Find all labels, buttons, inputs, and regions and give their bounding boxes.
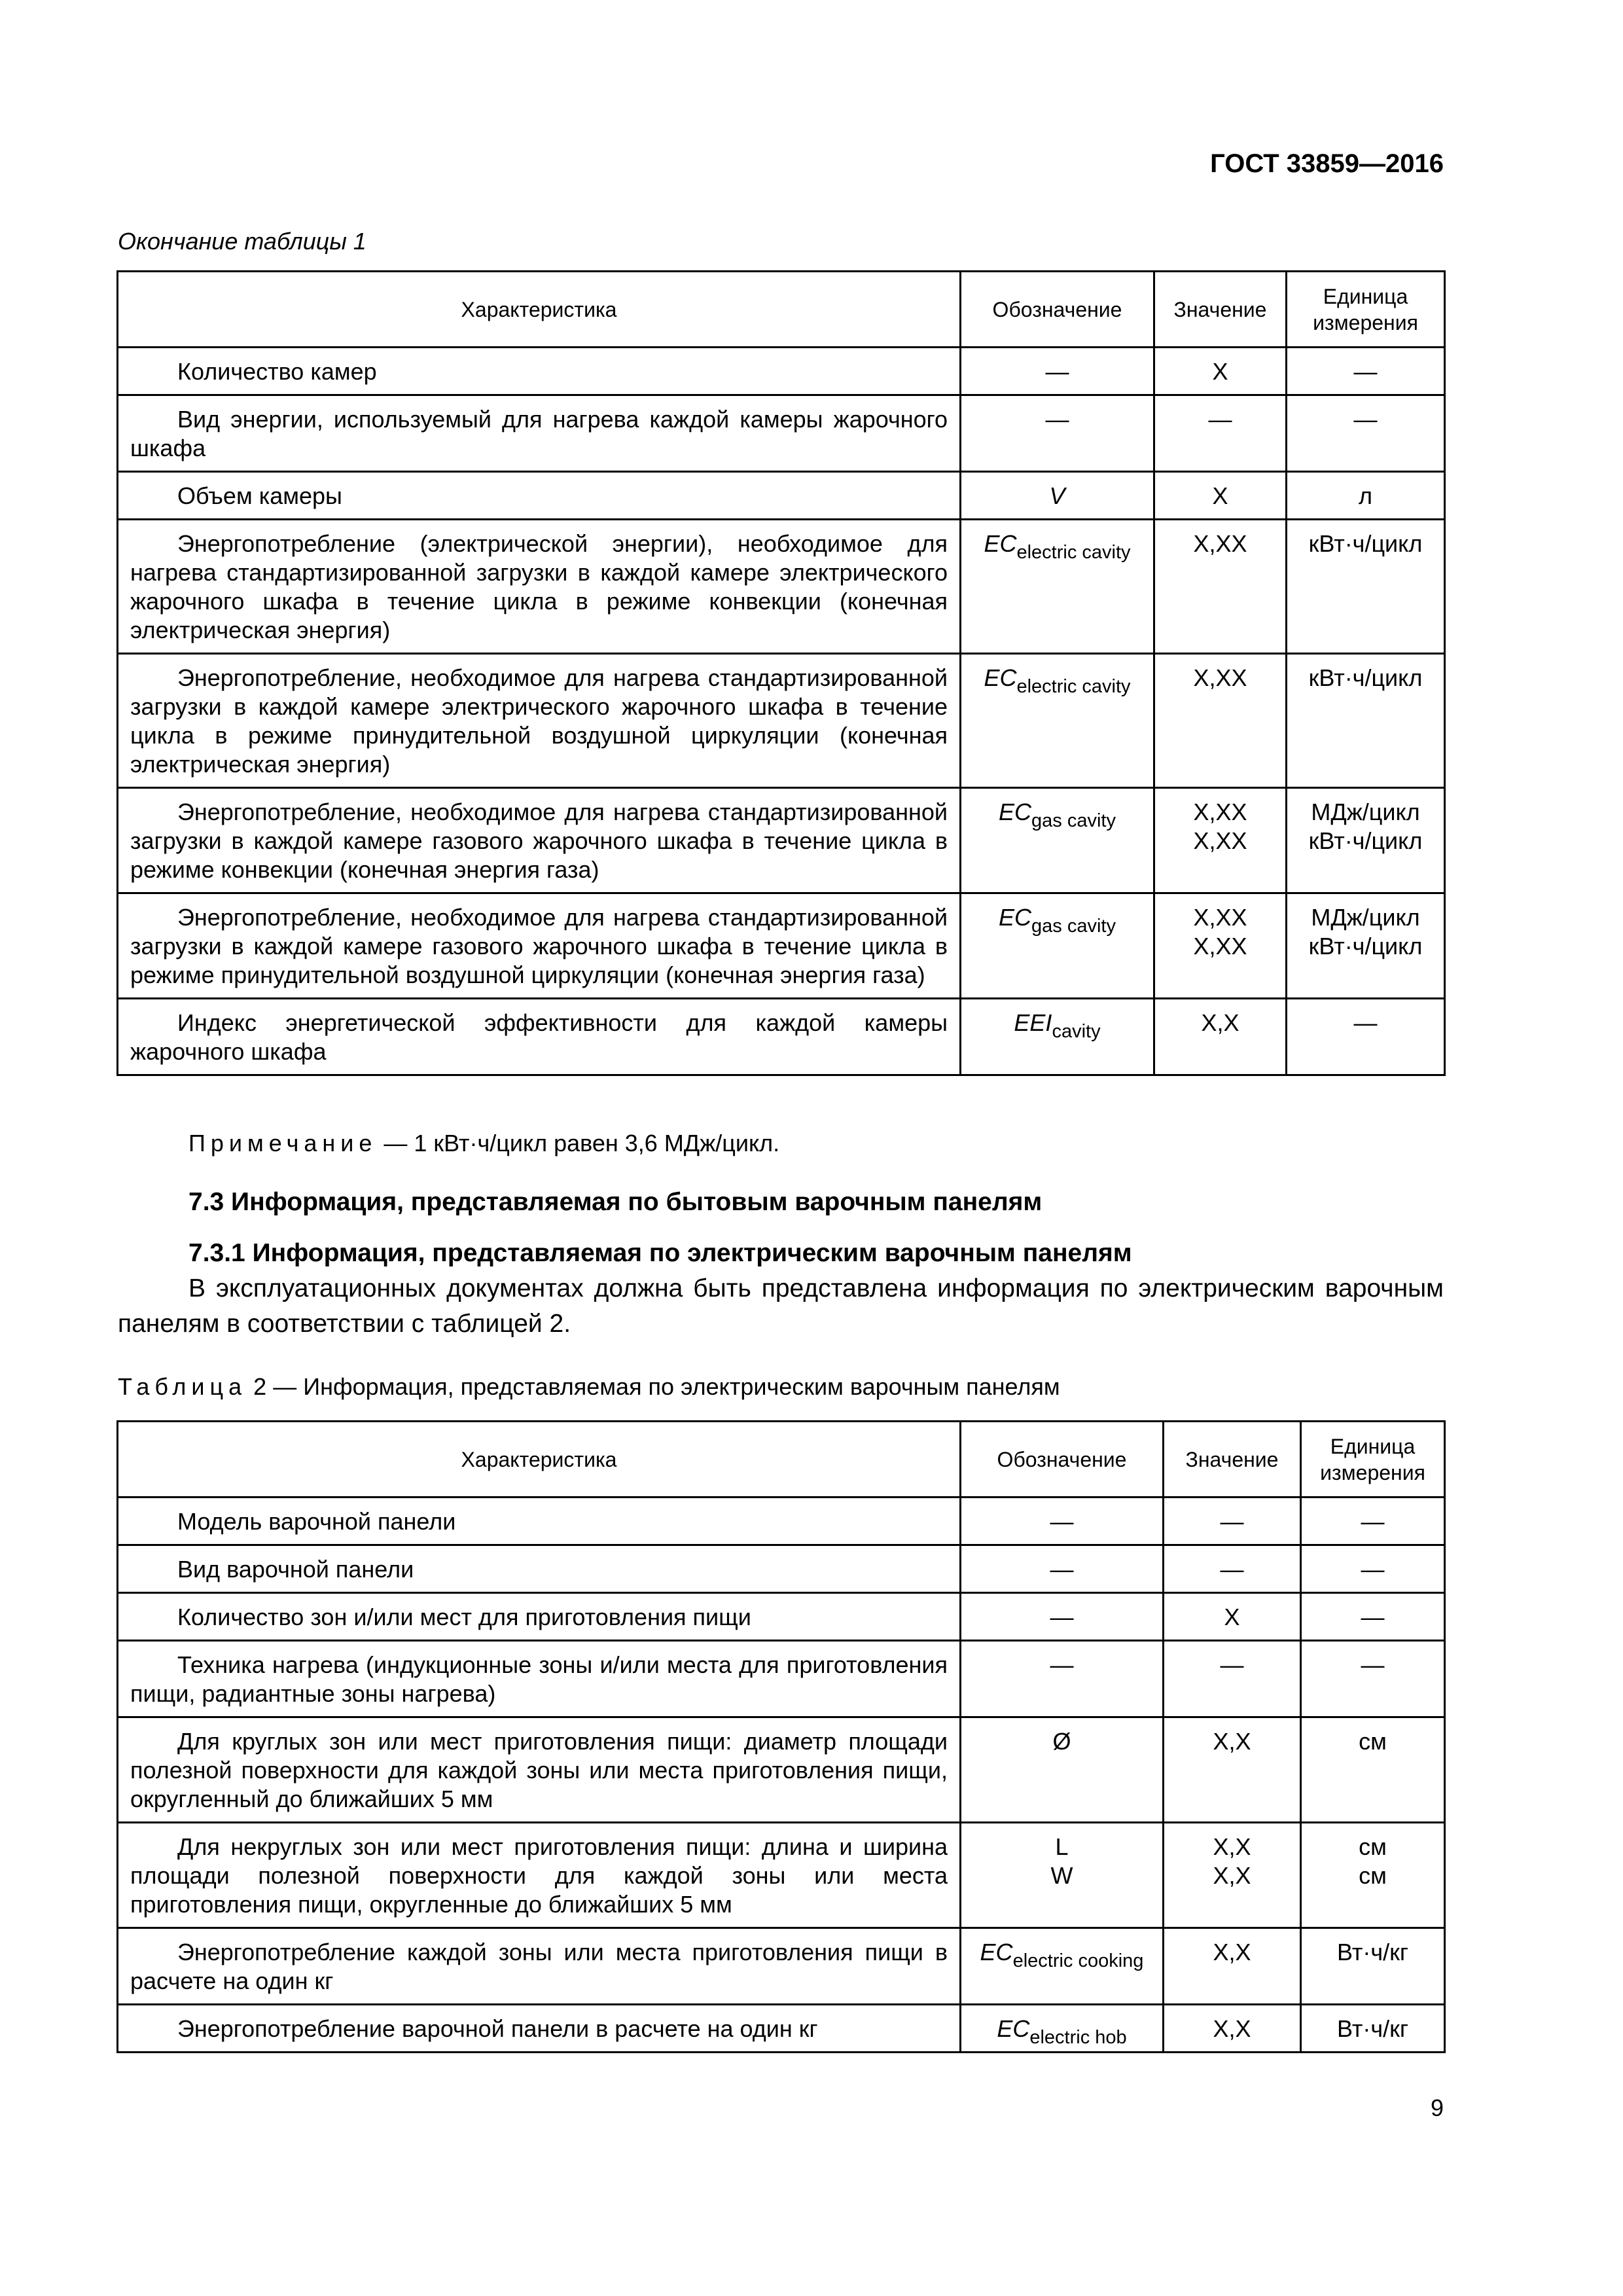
characteristic-cell: [118, 520, 961, 654]
table-row: [118, 1498, 1445, 1545]
unit-text: л: [1358, 482, 1372, 509]
symbol-subscript: cavity: [1052, 1021, 1101, 1042]
value-text: —: [1220, 1556, 1244, 1583]
symbol-text: EC: [997, 2015, 1030, 2042]
characteristic-cell: [118, 2005, 961, 2053]
value-cell: [1154, 893, 1287, 999]
unit-cell: [1287, 999, 1445, 1075]
table-row: [118, 999, 1445, 1075]
symbol-cell: [961, 1498, 1164, 1545]
characteristic-cell: [118, 395, 961, 472]
characteristic-cell: [118, 1593, 961, 1641]
value-text: X: [1212, 358, 1228, 385]
unit-text: Вт·ч/кг: [1337, 1939, 1408, 1965]
characteristic-text: Индекс энергетической эффективности для каждой камеры жарочного шкафа: [130, 1009, 948, 1065]
unit-text: —: [1353, 1009, 1378, 1036]
value-cell: [1154, 348, 1287, 395]
value-cell: [1164, 1545, 1301, 1593]
characteristic-cell: [118, 1641, 961, 1717]
characteristic-cell: [118, 1928, 961, 2005]
value-cell: [1164, 1928, 1301, 2005]
col-header-value: Значение: [1164, 1422, 1301, 1498]
table-row: [118, 893, 1445, 999]
symbol-subscript: electric cavity: [1016, 542, 1131, 563]
symbol-cell: [961, 1717, 1164, 1823]
characteristic-cell: [118, 788, 961, 893]
table2-header-row: [118, 1422, 1445, 1498]
characteristic-cell: [118, 348, 961, 395]
symbol-subscript: electric cavity: [1016, 676, 1131, 697]
unit-text: кВт·ч/цикл: [1308, 664, 1423, 691]
symbol-cell: [961, 348, 1154, 395]
value-cell: [1154, 654, 1287, 788]
symbol-cell: [961, 1823, 1164, 1928]
table-row: [118, 1593, 1445, 1641]
value-cell: [1164, 1593, 1301, 1641]
value-cell: [1164, 1498, 1301, 1545]
value-text-2: X,X: [1213, 1862, 1251, 1889]
table-row: [118, 395, 1445, 472]
unit-text-2: см: [1359, 1862, 1387, 1889]
characteristic-text: Вид варочной панели: [177, 1556, 414, 1583]
characteristic-cell: [118, 654, 961, 788]
unit-text: МДж/цикл: [1311, 798, 1420, 825]
characteristic-text: Энергопотребление, необходимое для нагрева стандартизированной загрузки в каждой камере электрического жарочного шкафа в течение цикла в режиме принудительной воздушной циркуляции (конечная электрическая энергия): [130, 664, 948, 778]
table1-caption: Окончание таблицы 1: [118, 228, 366, 255]
document-id: ГОСТ 33859—2016: [1210, 149, 1444, 178]
table-1: [116, 270, 1446, 1076]
table-2: [116, 1420, 1446, 2053]
value-cell: [1154, 395, 1287, 472]
symbol-text: EC: [980, 1939, 1013, 1965]
characteristic-cell: [118, 1545, 961, 1593]
characteristic-text: Техника нагрева (индукционные зоны и/или места для приготовления пищи, радиантные зоны нагрева): [130, 1651, 948, 1707]
table-row: [118, 1823, 1445, 1928]
table-row: [118, 654, 1445, 788]
unit-cell: [1301, 1717, 1445, 1823]
unit-cell: [1287, 788, 1445, 893]
characteristic-cell: [118, 472, 961, 520]
symbol-text: —: [1045, 406, 1069, 433]
col-header-characteristic: Характеристика: [118, 272, 961, 348]
characteristic-text: Вид энергии, используемый для нагрева каждой камеры жарочного шкафа: [130, 406, 948, 461]
unit-cell: [1301, 1498, 1445, 1545]
value-text: X,X: [1213, 2015, 1251, 2042]
col-header-symbol: Обозначение: [961, 1422, 1164, 1498]
table-row: [118, 1545, 1445, 1593]
characteristic-text: Для круглых зон или мест приготовления пищи: диаметр площади полезной поверхности для каждой зоны или места приготовления пищи, округленный до ближайших 5 мм: [130, 1728, 948, 1812]
symbol-cell: [961, 1545, 1164, 1593]
unit-text: см: [1359, 1833, 1387, 1860]
unit-text: —: [1361, 1556, 1385, 1583]
value-text: —: [1220, 1508, 1244, 1535]
characteristic-cell: [118, 1717, 961, 1823]
value-text: X,XX: [1193, 798, 1247, 825]
characteristic-text: Для некруглых зон или мест приготовления пищи: длина и ширина площади полезной поверхности для каждой зоны или места приготовления пищи, округленные до ближайших 5 мм: [130, 1833, 948, 1918]
value-text: X: [1224, 1604, 1240, 1630]
symbol-cell: [961, 472, 1154, 520]
symbol-text: EC: [984, 530, 1017, 557]
unit-cell: [1287, 520, 1445, 654]
value-text-2: X,XX: [1193, 827, 1247, 854]
section-7-3-title: 7.3 Информация, представляемая по бытовым варочным панелям: [188, 1188, 1043, 1216]
symbol-text: —: [1050, 1556, 1074, 1583]
unit-cell: [1287, 893, 1445, 999]
symbol-subscript: electric hob: [1029, 2027, 1127, 2048]
unit-cell: [1301, 1928, 1445, 2005]
characteristic-text: Энергопотребление варочной панели в расчете на один кг: [177, 2015, 818, 2042]
section-7-3-1-text: В эксплуатационных документах должна быть представлена информация по электрическим варочным панелям в соответствии с таблицей 2.: [118, 1274, 1444, 1338]
value-text: X,X: [1201, 1009, 1240, 1036]
characteristic-text: Энергопотребление каждой зоны или места приготовления пищи в расчете на один кг: [130, 1939, 948, 1994]
unit-text: кВт·ч/цикл: [1308, 530, 1423, 557]
characteristic-text: Энергопотребление, необходимое для нагрева стандартизированной загрузки в каждой камере газового жарочного шкафа в течение цикла в режиме принудительной воздушной циркуляции (конечная энергия газа): [130, 904, 948, 988]
unit-text-2: кВт·ч/цикл: [1308, 933, 1423, 960]
symbol-text: L: [1055, 1833, 1069, 1860]
symbol-text: —: [1050, 1651, 1074, 1678]
symbol-text: EEI: [1014, 1009, 1052, 1036]
symbol-cell: [961, 2005, 1164, 2053]
unit-text: —: [1361, 1508, 1385, 1535]
value-cell: [1164, 1641, 1301, 1717]
unit-cell: [1287, 348, 1445, 395]
unit-cell: [1301, 1823, 1445, 1928]
symbol-text: Ø: [1052, 1728, 1071, 1755]
symbol-text: —: [1050, 1508, 1074, 1535]
unit-text: —: [1353, 358, 1378, 385]
value-text: —: [1220, 1651, 1244, 1678]
value-cell: [1154, 788, 1287, 893]
table-row: [118, 520, 1445, 654]
table-row: [118, 788, 1445, 893]
symbol-text: —: [1045, 358, 1069, 385]
col-header-unit: Единица измерения: [1301, 1422, 1445, 1498]
table2-caption: [118, 1373, 1060, 1401]
value-text-2: X,XX: [1193, 933, 1247, 960]
unit-text: —: [1361, 1651, 1385, 1678]
table-row: [118, 2005, 1445, 2053]
value-cell: [1154, 999, 1287, 1075]
symbol-cell: [961, 1928, 1164, 2005]
unit-cell: [1301, 2005, 1445, 2053]
note-label: Примечание: [188, 1130, 378, 1157]
table-row: [118, 1717, 1445, 1823]
characteristic-cell: [118, 1823, 961, 1928]
value-text: X,XX: [1193, 904, 1247, 931]
characteristic-cell: [118, 1498, 961, 1545]
characteristic-cell: [118, 999, 961, 1075]
characteristic-text: Количество зон и/или мест для приготовления пищи: [177, 1604, 751, 1630]
unit-text: см: [1359, 1728, 1387, 1755]
characteristic-text: Объем камеры: [177, 482, 342, 509]
value-cell: [1154, 472, 1287, 520]
col-header-value: Значение: [1154, 272, 1287, 348]
symbol-text: EC: [984, 664, 1017, 691]
table-row: [118, 1928, 1445, 2005]
symbol-subscript: gas cavity: [1031, 810, 1116, 831]
value-text: X,X: [1213, 1833, 1251, 1860]
value-text: —: [1208, 406, 1232, 433]
unit-cell: [1301, 1641, 1445, 1717]
page-number: 9: [1430, 2094, 1444, 2121]
characteristic-text: Энергопотребление, необходимое для нагрева стандартизированной загрузки в каждой камере газового жарочного шкафа в течение цикла в режиме конвекции (конечная энергия газа): [130, 798, 948, 883]
symbol-cell: [961, 1593, 1164, 1641]
symbol-cell: [961, 395, 1154, 472]
col-header-unit: Единица измерения: [1287, 272, 1445, 348]
col-header-characteristic: Характеристика: [118, 1422, 961, 1498]
unit-text: —: [1353, 406, 1378, 433]
unit-text-2: кВт·ч/цикл: [1308, 827, 1423, 854]
note-text: — 1 кВт·ч/цикл равен 3,6 МДж/цикл.: [383, 1130, 780, 1157]
symbol-subscript: gas cavity: [1031, 916, 1116, 937]
unit-cell: [1301, 1593, 1445, 1641]
unit-cell: [1287, 395, 1445, 472]
value-text: X,X: [1213, 1728, 1251, 1755]
table1-header-row: [118, 272, 1445, 348]
unit-cell: [1301, 1545, 1445, 1593]
symbol-text: EC: [999, 798, 1032, 825]
symbol-text-2: W: [1050, 1862, 1073, 1889]
value-cell: [1164, 2005, 1301, 2053]
value-text: X,X: [1213, 1939, 1251, 1965]
table-row: [118, 472, 1445, 520]
unit-text: Вт·ч/кг: [1337, 2015, 1408, 2042]
unit-cell: [1287, 654, 1445, 788]
symbol-cell: [961, 999, 1154, 1075]
unit-text: МДж/цикл: [1311, 904, 1420, 931]
symbol-cell: [961, 520, 1154, 654]
symbol-text: —: [1050, 1604, 1074, 1630]
value-cell: [1164, 1717, 1301, 1823]
section-7-3-1-title: 7.3.1 Информация, представляемая по электрическим варочным панелям: [188, 1239, 1132, 1267]
unit-cell: [1287, 472, 1445, 520]
symbol-text: EC: [999, 904, 1032, 931]
value-cell: [1164, 1823, 1301, 1928]
table2-label: Таблица: [118, 1373, 247, 1400]
table-row: [118, 1641, 1445, 1717]
characteristic-text: Количество камер: [177, 358, 377, 385]
table-row: [118, 348, 1445, 395]
symbol-text: V: [1049, 482, 1065, 509]
table2-title: 2 — Информация, представляемая по электрическим варочным панелям: [253, 1373, 1060, 1400]
symbol-subscript: electric cooking: [1012, 1950, 1144, 1971]
col-header-symbol: Обозначение: [961, 272, 1154, 348]
value-text: X: [1212, 482, 1228, 509]
symbol-cell: [961, 893, 1154, 999]
table1-note: [188, 1130, 779, 1157]
characteristic-text: Энергопотребление (электрической энергии), необходимое для нагрева стандартизированной загрузки в каждой камере электрического жарочного шкафа в течение цикла в режиме конвекции (конечная электрическая энергия): [130, 530, 948, 643]
value-text: X,XX: [1193, 664, 1247, 691]
symbol-cell: [961, 788, 1154, 893]
symbol-cell: [961, 1641, 1164, 1717]
characteristic-text: Модель варочной панели: [177, 1508, 456, 1535]
unit-text: —: [1361, 1604, 1385, 1630]
value-cell: [1154, 520, 1287, 654]
symbol-cell: [961, 654, 1154, 788]
value-text: X,XX: [1193, 530, 1247, 557]
characteristic-cell: [118, 893, 961, 999]
